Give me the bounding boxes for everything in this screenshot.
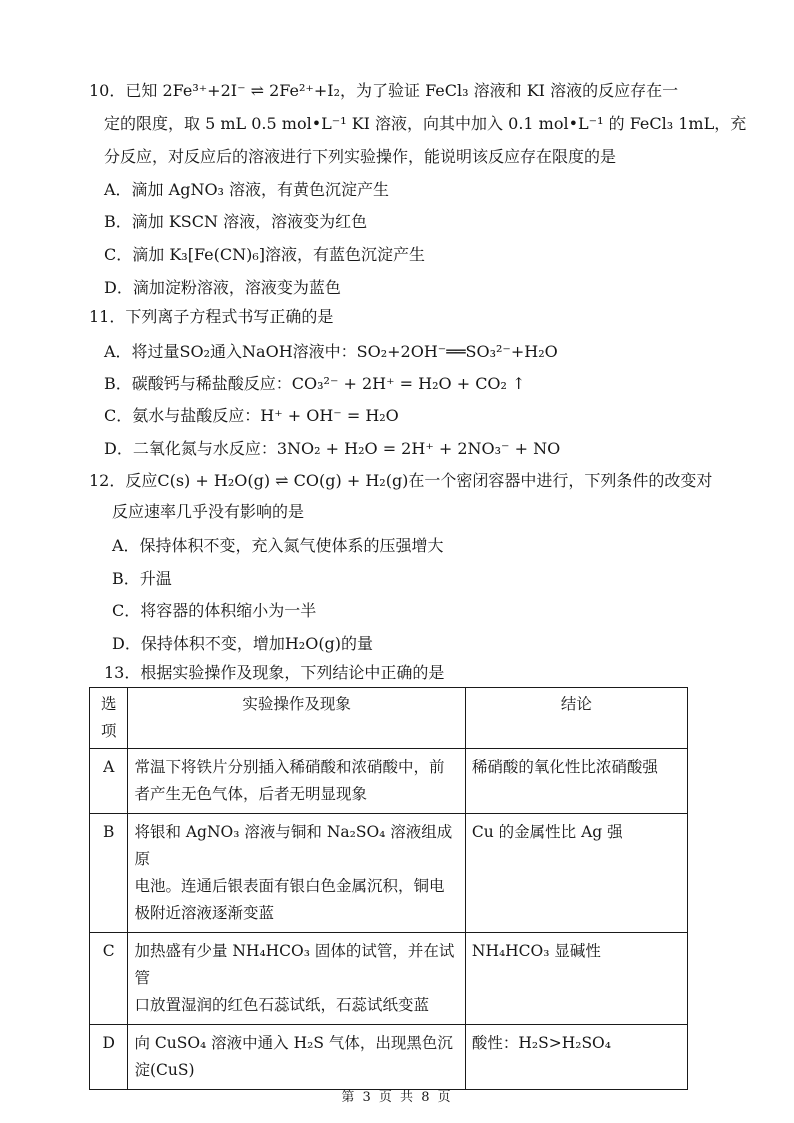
q10-option-c: C．滴加 K₃[Fe(CN)₆]溶液，有蓝色沉淀产生 bbox=[104, 245, 426, 264]
q12-line-2: 反应速率几乎没有影响的是 bbox=[112, 502, 305, 521]
q10-line-1: 10．已知 2Fe³⁺+2I⁻ ⇌ 2Fe²⁺+I₂，为了验证 FeCl₃ 溶液和 KI 溶液的反应存在一 bbox=[89, 81, 679, 100]
header-option: 选项 bbox=[90, 688, 128, 749]
q12-option-d: D．保持体积不变，增加H₂O(g)的量 bbox=[112, 634, 374, 653]
table-header-row bbox=[90, 688, 688, 749]
q12-option-b: B．升温 bbox=[112, 569, 172, 588]
row-a-conclusion: 稀硝酸的氧化性比浓硝酸强 bbox=[465, 749, 687, 814]
q11-option-a: A．将过量SO₂通入NaOH溶液中：SO₂+2OH⁻══SO₃²⁻+H₂O bbox=[104, 342, 558, 361]
q10-option-a: A．滴加 AgNO₃ 溶液，有黄色沉淀产生 bbox=[104, 180, 390, 199]
row-c-option: C bbox=[90, 933, 128, 1025]
row-a-operation-line-2: 者产生无色气体，后者无明显现象 bbox=[134, 785, 367, 803]
q12-line-1: 12．反应C(s) + H₂O(g) ⇌ CO(g) + H₂(g)在一个密闭容器中进行，下列条件的改变对 bbox=[89, 471, 713, 490]
q10-option-d: D．滴加淀粉溶液，溶液变为蓝色 bbox=[104, 278, 341, 297]
q10-line-3: 分反应，对反应后的溶液进行下列实验操作，能说明该反应存在限度的是 bbox=[104, 147, 617, 166]
row-c-operation-line-2: 口放置湿润的红色石蕊试纸，石蕊试纸变蓝 bbox=[134, 996, 429, 1014]
q11-option-b: B．碳酸钙与稀盐酸反应：CO₃²⁻ + 2H⁺ = H₂O + CO₂ ↑ bbox=[104, 374, 526, 393]
row-a-operation bbox=[128, 749, 465, 814]
q13-stem: 13．根据实验操作及现象，下列结论中正确的是 bbox=[104, 663, 445, 682]
row-c-operation bbox=[128, 933, 465, 1025]
row-d-operation-line-1: 向 CuSO₄ 溶液中通入 H₂S 气体，出现黑色沉 bbox=[134, 1034, 453, 1052]
table-row bbox=[90, 933, 688, 1025]
row-b-conclusion: Cu 的金属性比 Ag 强 bbox=[465, 814, 687, 933]
q11-stem: 11．下列离子方程式书写正确的是 bbox=[89, 307, 334, 326]
row-d-option: D bbox=[90, 1025, 128, 1090]
table-row bbox=[90, 1025, 688, 1090]
header-operation: 实验操作及现象 bbox=[128, 688, 465, 749]
row-a-option: A bbox=[90, 749, 128, 814]
q11-option-d: D．二氧化氮与水反应：3NO₂ + H₂O = 2H⁺ + 2NO₃⁻ + NO bbox=[104, 439, 561, 458]
row-d-conclusion: 酸性：H₂S>H₂SO₄ bbox=[465, 1025, 687, 1090]
q12-option-a: A．保持体积不变，充入氮气使体系的压强增大 bbox=[112, 536, 444, 555]
row-c-conclusion: NH₄HCO₃ 显碱性 bbox=[465, 933, 687, 1025]
q13-results-table bbox=[89, 687, 688, 1090]
table-row bbox=[90, 749, 688, 814]
row-b-operation bbox=[128, 814, 465, 933]
q10-line-2: 定的限度，取 5 mL 0.5 mol•L⁻¹ KI 溶液，向其中加入 0.1 mol•L⁻¹ 的 FeCl₃ 1mL，充 bbox=[104, 114, 747, 133]
row-d-operation-line-2: 淀(CuS) bbox=[134, 1061, 195, 1079]
row-c-operation-line-1: 加热盛有少量 NH₄HCO₃ 固体的试管，并在试管 bbox=[134, 942, 455, 987]
page-footer: 第 3 页 共 8 页 bbox=[341, 1090, 453, 1105]
row-b-option: B bbox=[90, 814, 128, 933]
row-b-operation-line-1: 将银和 AgNO₃ 溶液与铜和 Na₂SO₄ 溶液组成原 bbox=[134, 823, 453, 868]
table-row bbox=[90, 814, 688, 933]
header-conclusion: 结论 bbox=[465, 688, 687, 749]
row-b-operation-line-3: 极附近溶液逐渐变蓝 bbox=[134, 904, 274, 922]
q12-option-c: C．将容器的体积缩小为一半 bbox=[112, 601, 317, 620]
row-d-operation bbox=[128, 1025, 465, 1090]
row-a-operation-line-1: 常温下将铁片分别插入稀硝酸和浓硝酸中，前 bbox=[134, 758, 445, 776]
q10-option-b: B．滴加 KSCN 溶液，溶液变为红色 bbox=[104, 212, 368, 231]
q11-option-c: C．氨水与盐酸反应：H⁺ + OH⁻ = H₂O bbox=[104, 406, 399, 425]
row-b-operation-line-2: 电池。连通后银表面有银白色金属沉积，铜电 bbox=[134, 877, 445, 895]
